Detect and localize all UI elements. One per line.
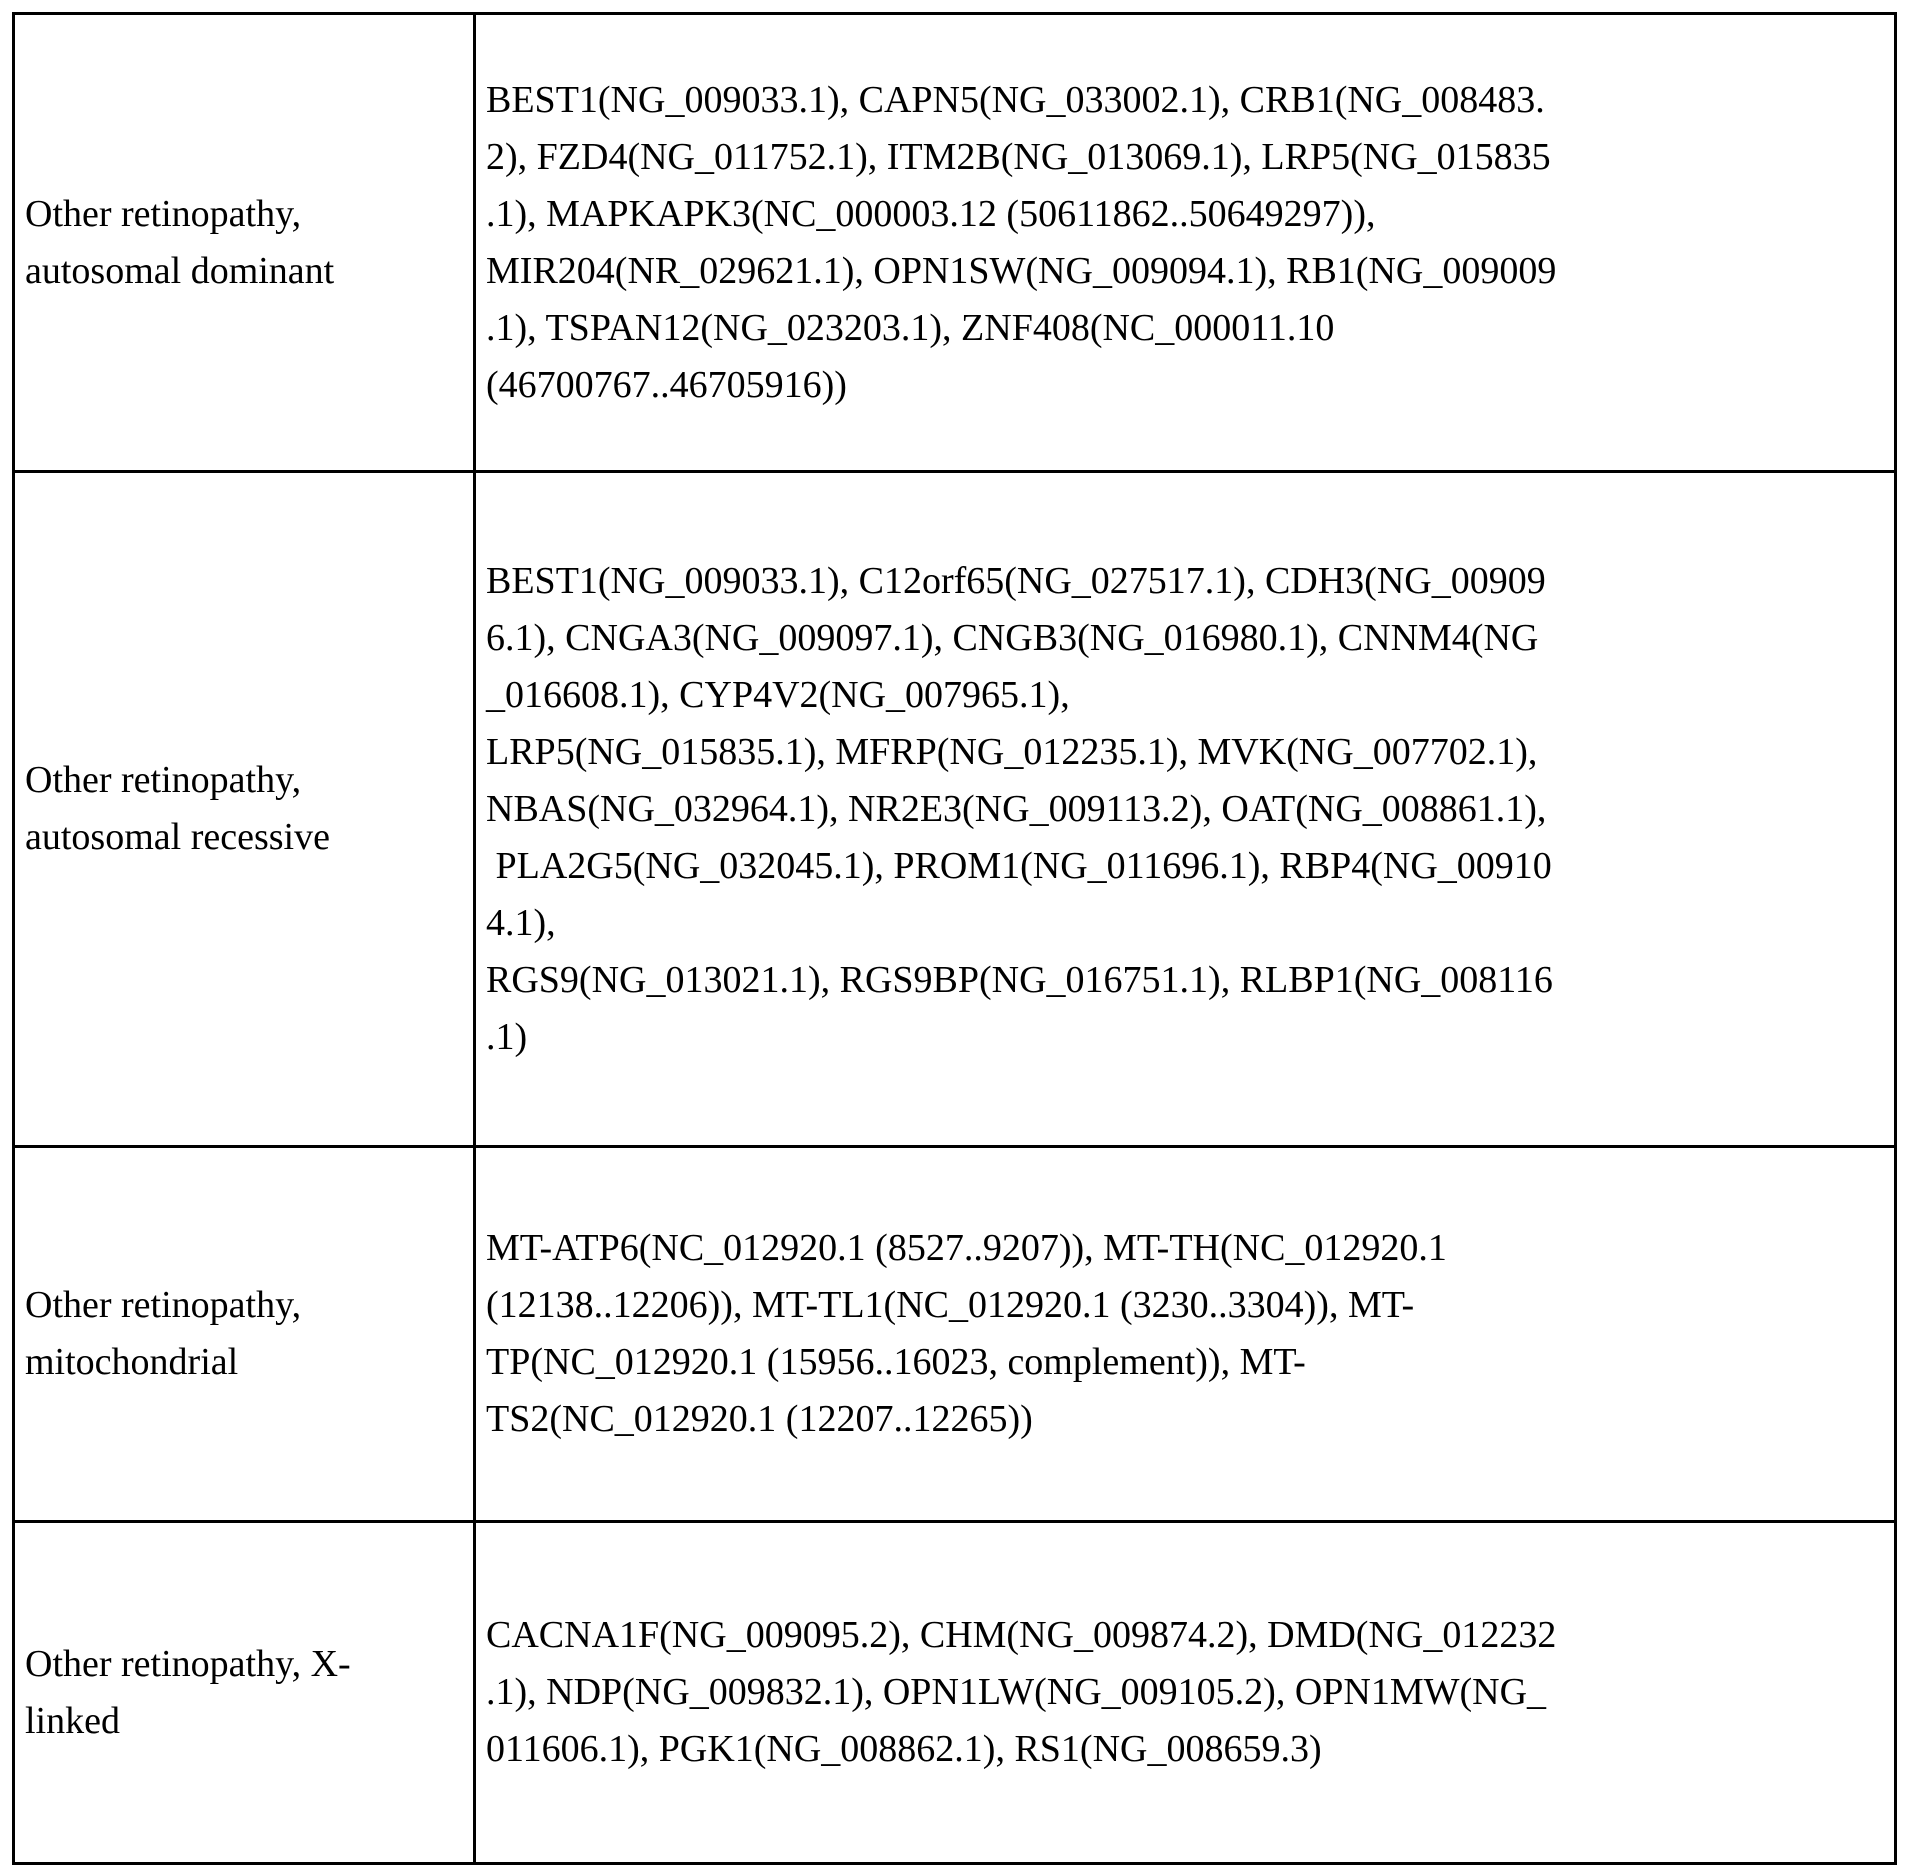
gene-list-cell bbox=[475, 1522, 1896, 1864]
gene-list-cell-line: .1), NDP(NG_009832.1), OPN1LW(NG_009105.2), OPN1MW(NG_ bbox=[486, 1664, 1894, 1721]
disease-category-cell bbox=[14, 1147, 475, 1522]
gene-list-cell-line: CACNA1F(NG_009095.2), CHM(NG_009874.2), DMD(NG_012232 bbox=[486, 1607, 1894, 1664]
gene-list-cell-line: RGS9(NG_013021.1), RGS9BP(NG_016751.1), RLBP1(NG_008116 bbox=[486, 952, 1894, 1009]
disease-category-cell bbox=[14, 472, 475, 1147]
gene-list-cell-line: .1) bbox=[486, 1009, 1894, 1066]
disease-category-cell-line: mitochondrial bbox=[25, 1334, 473, 1391]
table-row bbox=[14, 1147, 1896, 1522]
table-row bbox=[14, 1522, 1896, 1864]
disease-category-cell-line: Other retinopathy, bbox=[25, 1277, 473, 1334]
gene-list-cell-line: MIR204(NR_029621.1), OPN1SW(NG_009094.1), RB1(NG_009009 bbox=[486, 243, 1894, 300]
table-row bbox=[14, 472, 1896, 1147]
gene-list-cell-line: (12138..12206)), MT-TL1(NC_012920.1 (3230..3304)), MT- bbox=[486, 1277, 1894, 1334]
gene-list-cell-line: MT-ATP6(NC_012920.1 (8527..9207)), MT-TH(NC_012920.1 bbox=[486, 1220, 1894, 1277]
disease-category-cell-line: Other retinopathy, bbox=[25, 752, 473, 809]
gene-list-cell-line: TS2(NC_012920.1 (12207..12265)) bbox=[486, 1391, 1894, 1448]
gene-list-cell-line: .1), TSPAN12(NG_023203.1), ZNF408(NC_000011.10 bbox=[486, 300, 1894, 357]
gene-list-cell-line: NBAS(NG_032964.1), NR2E3(NG_009113.2), OAT(NG_008861.1), bbox=[486, 781, 1894, 838]
disease-category-cell bbox=[14, 14, 475, 472]
gene-list-cell-line: 2), FZD4(NG_011752.1), ITM2B(NG_013069.1), LRP5(NG_015835 bbox=[486, 129, 1894, 186]
gene-list-cell-line: TP(NC_012920.1 (15956..16023, complement)), MT- bbox=[486, 1334, 1894, 1391]
gene-list-cell bbox=[475, 1147, 1896, 1522]
disease-category-cell-line: linked bbox=[25, 1693, 473, 1750]
disease-category-cell-line: Other retinopathy, bbox=[25, 186, 473, 243]
gene-list-cell bbox=[475, 472, 1896, 1147]
gene-list-cell bbox=[475, 14, 1896, 472]
gene-list-cell-line: .1), MAPKAPK3(NC_000003.12 (50611862..50649297)), bbox=[486, 186, 1894, 243]
retinopathy-gene-table bbox=[12, 12, 1897, 1865]
disease-category-cell-line: Other retinopathy, X- bbox=[25, 1636, 473, 1693]
disease-category-cell-line: autosomal recessive bbox=[25, 809, 473, 866]
gene-list-cell-line: _016608.1), CYP4V2(NG_007965.1), bbox=[486, 667, 1894, 724]
gene-list-cell-line: 6.1), CNGA3(NG_009097.1), CNGB3(NG_016980.1), CNNM4(NG bbox=[486, 610, 1894, 667]
disease-category-cell bbox=[14, 1522, 475, 1864]
gene-list-cell-line: BEST1(NG_009033.1), C12orf65(NG_027517.1), CDH3(NG_00909 bbox=[486, 553, 1894, 610]
table-row bbox=[14, 14, 1896, 472]
gene-list-cell-line: PLA2G5(NG_032045.1), PROM1(NG_011696.1), RBP4(NG_00910 bbox=[486, 838, 1894, 895]
gene-list-cell-line: BEST1(NG_009033.1), CAPN5(NG_033002.1), CRB1(NG_008483. bbox=[486, 72, 1894, 129]
gene-list-cell-line: LRP5(NG_015835.1), MFRP(NG_012235.1), MVK(NG_007702.1), bbox=[486, 724, 1894, 781]
gene-list-cell-line: 4.1), bbox=[486, 895, 1894, 952]
disease-category-cell-line: autosomal dominant bbox=[25, 243, 473, 300]
gene-list-cell-line: (46700767..46705916)) bbox=[486, 357, 1894, 414]
gene-list-cell-line: 011606.1), PGK1(NG_008862.1), RS1(NG_008659.3) bbox=[486, 1721, 1894, 1778]
